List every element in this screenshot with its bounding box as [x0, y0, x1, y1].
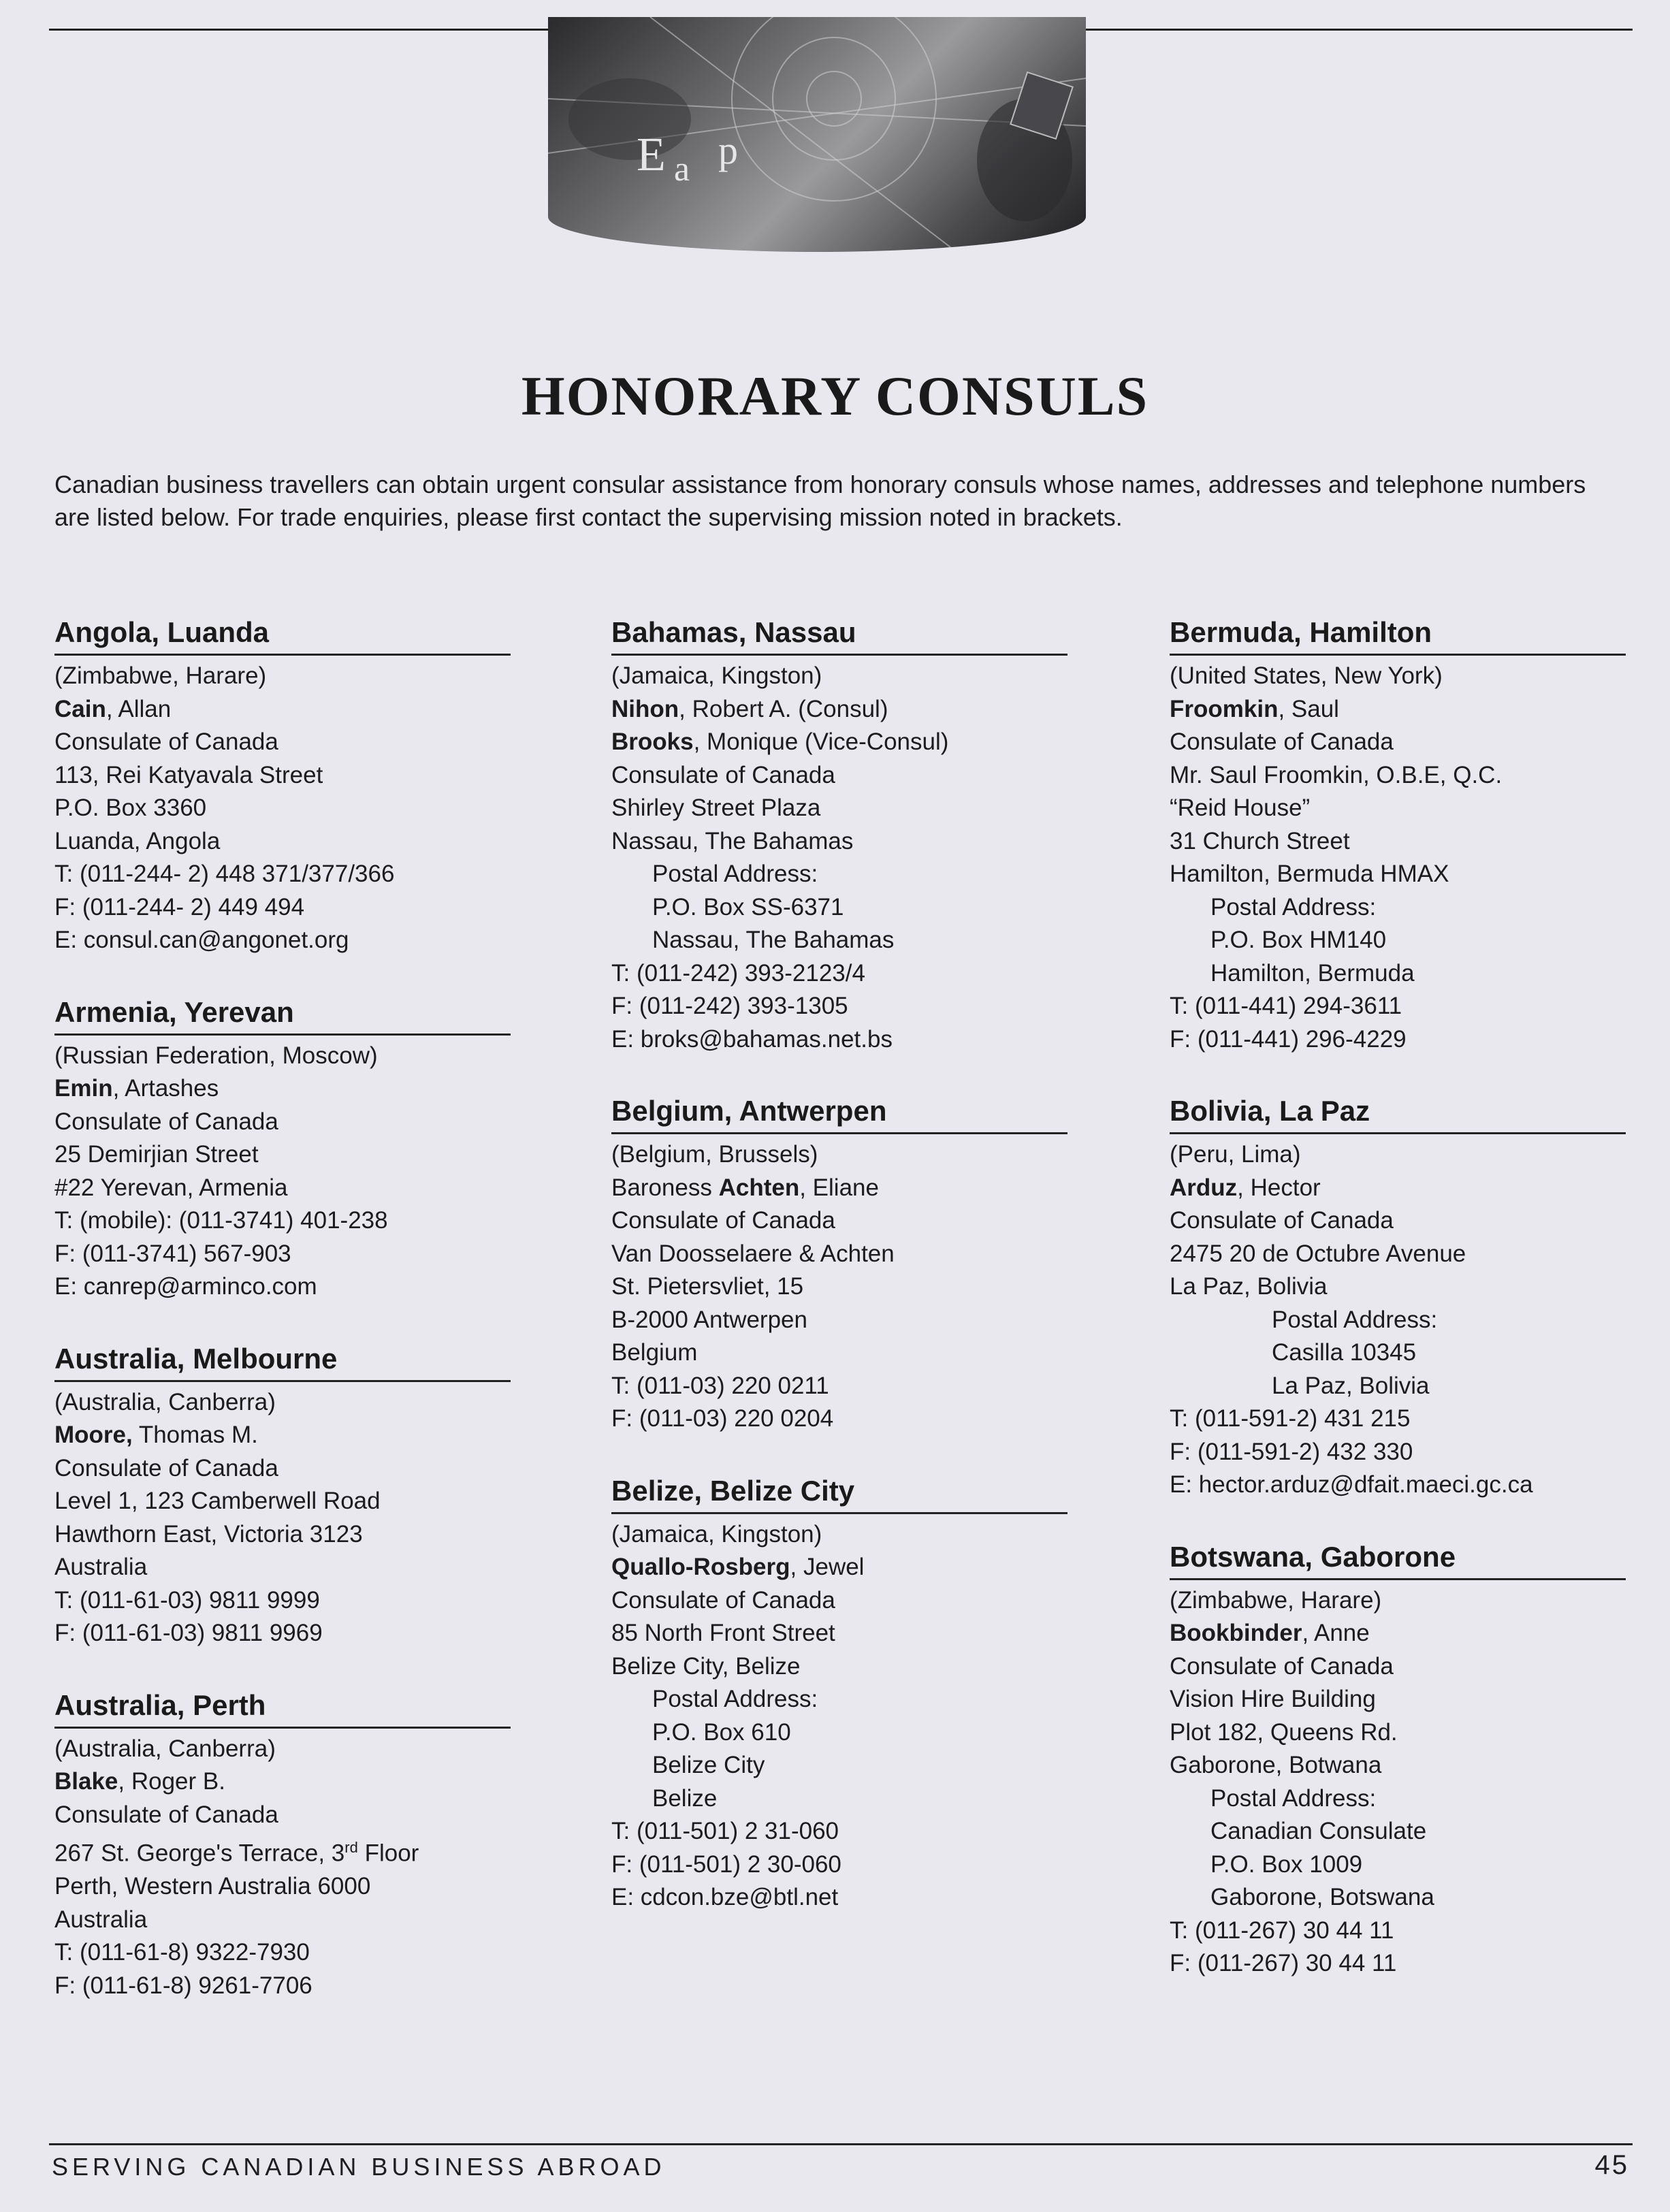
consul-surname: Nihon [611, 695, 679, 722]
column-2 [611, 613, 1067, 1950]
address-line: 267 St. George's Terrace, 3rd Floor [54, 1839, 419, 1867]
address-line: P.O. Box 1009 [1210, 1850, 1363, 1878]
address-line: Luanda, Angola [54, 827, 221, 854]
address-line: Hawthorn East, Victoria 3123 [54, 1520, 363, 1548]
address-line: F: (011-501) 2 30-060 [611, 1850, 841, 1878]
address-line: P.O. Box HM140 [1210, 927, 1387, 953]
address-line: F: (011-3741) 567-903 [54, 1240, 291, 1267]
consul-entry [1170, 613, 1626, 1056]
address-line: E: consul.can@angonet.org [54, 927, 349, 953]
footer-rule [49, 2143, 1633, 2145]
address-line: La Paz, Bolivia [1170, 1273, 1328, 1300]
consul-name-line [1170, 1172, 1626, 1205]
address-line: Perth, Western Australia 6000 [54, 1873, 371, 1900]
address-line: E: cdcon.bze@btl.net [611, 1884, 839, 1910]
consul-surname: Achten [718, 1174, 800, 1201]
address-line: T: (011-267) 30 44 11 [1170, 1917, 1394, 1944]
address-line: Postal Address: [652, 1686, 818, 1712]
consul-given-name: , Saul [1278, 695, 1339, 722]
header-banner-image [548, 17, 1086, 252]
banner-glyph-a: a [674, 150, 690, 189]
consul-given-name: , Allan [106, 695, 172, 722]
consul-name-line [54, 1419, 511, 1452]
consul-location-heading: Australia, Melbourne [54, 1339, 511, 1382]
address-line: Belgium [611, 1339, 698, 1366]
address-line: Consulate of Canada [54, 1454, 278, 1481]
address-line: (Australia, Canberra) [54, 1735, 276, 1762]
consul-name-line [611, 726, 1067, 759]
address-line: T: (011-244- 2) 448 371/377/366 [54, 861, 395, 887]
address-line: Australia [54, 1554, 148, 1580]
consul-entry [54, 1339, 511, 1650]
address-line: (Australia, Canberra) [54, 1388, 276, 1415]
address-line: Plot 182, Queens Rd. [1170, 1718, 1398, 1746]
consul-entry [54, 613, 511, 957]
address-line: Van Doosselaere & Achten [611, 1240, 895, 1267]
consul-surname: Brooks [611, 728, 694, 755]
address-line: Belize City, Belize [611, 1652, 801, 1680]
consul-given-name: , Roger B. [118, 1768, 225, 1795]
address-line: Consulate of Canada [611, 1207, 835, 1234]
address-line: Postal Address: [1210, 893, 1377, 920]
address-line: Mr. Saul Froomkin, O.B.E, Q.C. [1170, 761, 1503, 788]
address-line: Consulate of Canada [611, 1586, 835, 1614]
footer-text: SERVING CANADIAN BUSINESS ABROAD [52, 2153, 666, 2181]
address-line: Vision Hire Building [1170, 1686, 1376, 1712]
address-line: (Jamaica, Kingston) [611, 1520, 822, 1548]
address-line: T: (011-242) 393-2123/4 [611, 959, 865, 987]
consul-given-name: , Jewel [790, 1554, 865, 1580]
address-line: E: canrep@arminco.com [54, 1273, 317, 1300]
address-line: F: (011-591-2) 432 330 [1170, 1438, 1413, 1465]
consul-surname: Quallo-Rosberg [611, 1554, 790, 1580]
address-line: 85 North Front Street [611, 1620, 835, 1646]
address-line: T: (011-03) 220 0211 [611, 1372, 829, 1399]
consul-location-heading: Belize, Belize City [611, 1471, 1067, 1514]
page-title: HONORARY CONSULS [521, 365, 1149, 427]
address-line: Belize City [652, 1752, 765, 1778]
consul-given-name: , Robert A. (Consul) [679, 695, 888, 722]
address-line: 113, Rei Katyavala Street [54, 761, 323, 788]
consul-name-line [54, 693, 511, 726]
consul-name-line [1170, 1617, 1626, 1650]
consul-given-name: , Artashes [112, 1075, 219, 1102]
address-line: (Zimbabwe, Harare) [54, 662, 267, 689]
address-line: T: (011-591-2) 431 215 [1170, 1405, 1411, 1432]
consul-location-heading: Bermuda, Hamilton [1170, 613, 1626, 656]
address-line: F: (011-61-03) 9811 9969 [54, 1620, 323, 1646]
address-line: “Reid House” [1170, 795, 1311, 821]
address-line: (Russian Federation, Moscow) [54, 1042, 378, 1069]
address-line: 2475 20 de Octubre Avenue [1170, 1240, 1466, 1267]
address-line: Consulate of Canada [611, 761, 835, 788]
consul-name-line [1170, 693, 1626, 726]
address-line: Postal Address: [652, 861, 818, 887]
consul-entry [54, 1686, 511, 2003]
address-line: La Paz, Bolivia [1272, 1372, 1430, 1399]
banner-glyph-e: E [637, 129, 666, 181]
consul-entry [1170, 1091, 1626, 1502]
consul-entry [1170, 1537, 1626, 1981]
address-line: Consulate of Canada [1170, 728, 1394, 755]
consul-location-heading: Bolivia, La Paz [1170, 1091, 1626, 1134]
address-line: Consulate of Canada [1170, 1207, 1394, 1234]
consul-location-heading: Angola, Luanda [54, 613, 511, 656]
address-line: T: (mobile): (011-3741) 401-238 [54, 1207, 388, 1234]
address-line: Level 1, 123 Camberwell Road [54, 1488, 381, 1514]
address-line: P.O. Box 610 [652, 1718, 791, 1746]
consul-surname: Arduz [1170, 1174, 1238, 1201]
address-line: (United States, New York) [1170, 662, 1443, 689]
address-line: F: (011-61-8) 9261-7706 [54, 1972, 312, 1999]
intro-paragraph: Canadian business travellers can obtain urgent consular assistance from honorary consuls whose names, addresses and telephone numbers are listed below. For trade enquiries, please first contact the supervising mission noted in brackets. [54, 470, 1586, 531]
address-line: Casilla 10345 [1272, 1339, 1417, 1366]
address-line: (Peru, Lima) [1170, 1141, 1301, 1168]
address-line: Gaborone, Botwana [1170, 1752, 1382, 1778]
consul-name-line [54, 1765, 511, 1799]
consul-location-heading: Botswana, Gaborone [1170, 1537, 1626, 1580]
consul-given-name: , Anne [1302, 1620, 1370, 1646]
address-line: Postal Address: [1210, 1784, 1377, 1812]
address-line: F: (011-242) 393-1305 [611, 993, 848, 1019]
address-line: T: (011-441) 294-3611 [1170, 993, 1402, 1019]
consul-surname: Emin [54, 1075, 113, 1102]
address-line: T: (011-61-8) 9322-7930 [54, 1939, 310, 1966]
consul-location-heading: Armenia, Yerevan [54, 993, 511, 1036]
address-line: Gaborone, Botswana [1210, 1884, 1434, 1910]
address-line: B-2000 Antwerpen [611, 1306, 807, 1333]
address-line: Consulate of Canada [54, 1108, 278, 1135]
address-line: (Jamaica, Kingston) [611, 662, 822, 689]
address-line: (Zimbabwe, Harare) [1170, 1586, 1382, 1614]
consul-name-line [54, 1072, 511, 1106]
address-line: Consulate of Canada [54, 1801, 278, 1828]
consul-given-name: , Eliane [799, 1174, 879, 1201]
consul-entry [54, 993, 511, 1304]
consul-entry [611, 1091, 1067, 1436]
consul-location-heading: Australia, Perth [54, 1686, 511, 1729]
consul-title: Baroness [611, 1174, 719, 1201]
address-line: 31 Church Street [1170, 827, 1350, 854]
column-3 [1170, 613, 1626, 2016]
banner-glyph-p: p [718, 128, 738, 172]
address-line: Shirley Street Plaza [611, 795, 821, 821]
address-line: T: (011-501) 2 31-060 [611, 1818, 839, 1844]
address-line: Postal Address: [1272, 1306, 1438, 1333]
address-line: Hamilton, Bermuda HMAX [1170, 861, 1449, 887]
ordinal-suffix: rd [344, 1839, 358, 1856]
consul-given-name: , Monique (Vice-Consul) [693, 728, 949, 755]
address-line: T: (011-61-03) 9811 9999 [54, 1586, 320, 1614]
address-line: P.O. Box SS-6371 [652, 893, 844, 920]
address-line: P.O. Box 3360 [54, 795, 207, 821]
column-1 [54, 613, 511, 2038]
consul-entry [611, 613, 1067, 1056]
consul-location-heading: Belgium, Antwerpen [611, 1091, 1067, 1134]
address-line: Nassau, The Bahamas [611, 827, 854, 854]
address-line: St. Pietersvliet, 15 [611, 1273, 804, 1300]
consul-surname: Froomkin [1170, 695, 1279, 722]
consul-surname: Bookbinder [1170, 1620, 1302, 1646]
consul-surname: Cain [54, 695, 106, 722]
address-line: Belize [652, 1784, 718, 1812]
address-line: Australia [54, 1906, 148, 1933]
address-line: Canadian Consulate [1210, 1818, 1427, 1844]
consul-given-name: , Hector [1237, 1174, 1321, 1201]
address-line: Hamilton, Bermuda [1210, 959, 1415, 987]
address-line: Consulate of Canada [54, 728, 278, 755]
consul-name-line [611, 1172, 1067, 1205]
address-line: E: broks@bahamas.net.bs [611, 1025, 893, 1053]
address-line: (Belgium, Brussels) [611, 1141, 818, 1168]
address-line: Consulate of Canada [1170, 1652, 1394, 1680]
consul-given-name: Thomas M. [132, 1422, 258, 1448]
consul-name-line [611, 693, 1067, 726]
consul-name-line [611, 1551, 1067, 1584]
consul-entry [611, 1471, 1067, 1914]
page-number: 45 [1594, 2150, 1629, 2180]
address-line: Nassau, The Bahamas [652, 927, 895, 953]
address-line: #22 Yerevan, Armenia [54, 1174, 288, 1201]
address-line: E: hector.arduz@dfait.maeci.gc.ca [1170, 1471, 1533, 1498]
address-line: 25 Demirjian Street [54, 1141, 259, 1168]
consul-surname: Moore, [54, 1422, 133, 1448]
address-line: F: (011-244- 2) 449 494 [54, 893, 305, 920]
banner-collage-graphic [548, 17, 1086, 252]
consul-surname: Blake [54, 1768, 118, 1795]
address-line: F: (011-03) 220 0204 [611, 1405, 834, 1432]
address-line: F: (011-267) 30 44 11 [1170, 1950, 1397, 1976]
consul-location-heading: Bahamas, Nassau [611, 613, 1067, 656]
address-line: F: (011-441) 296-4229 [1170, 1025, 1407, 1053]
